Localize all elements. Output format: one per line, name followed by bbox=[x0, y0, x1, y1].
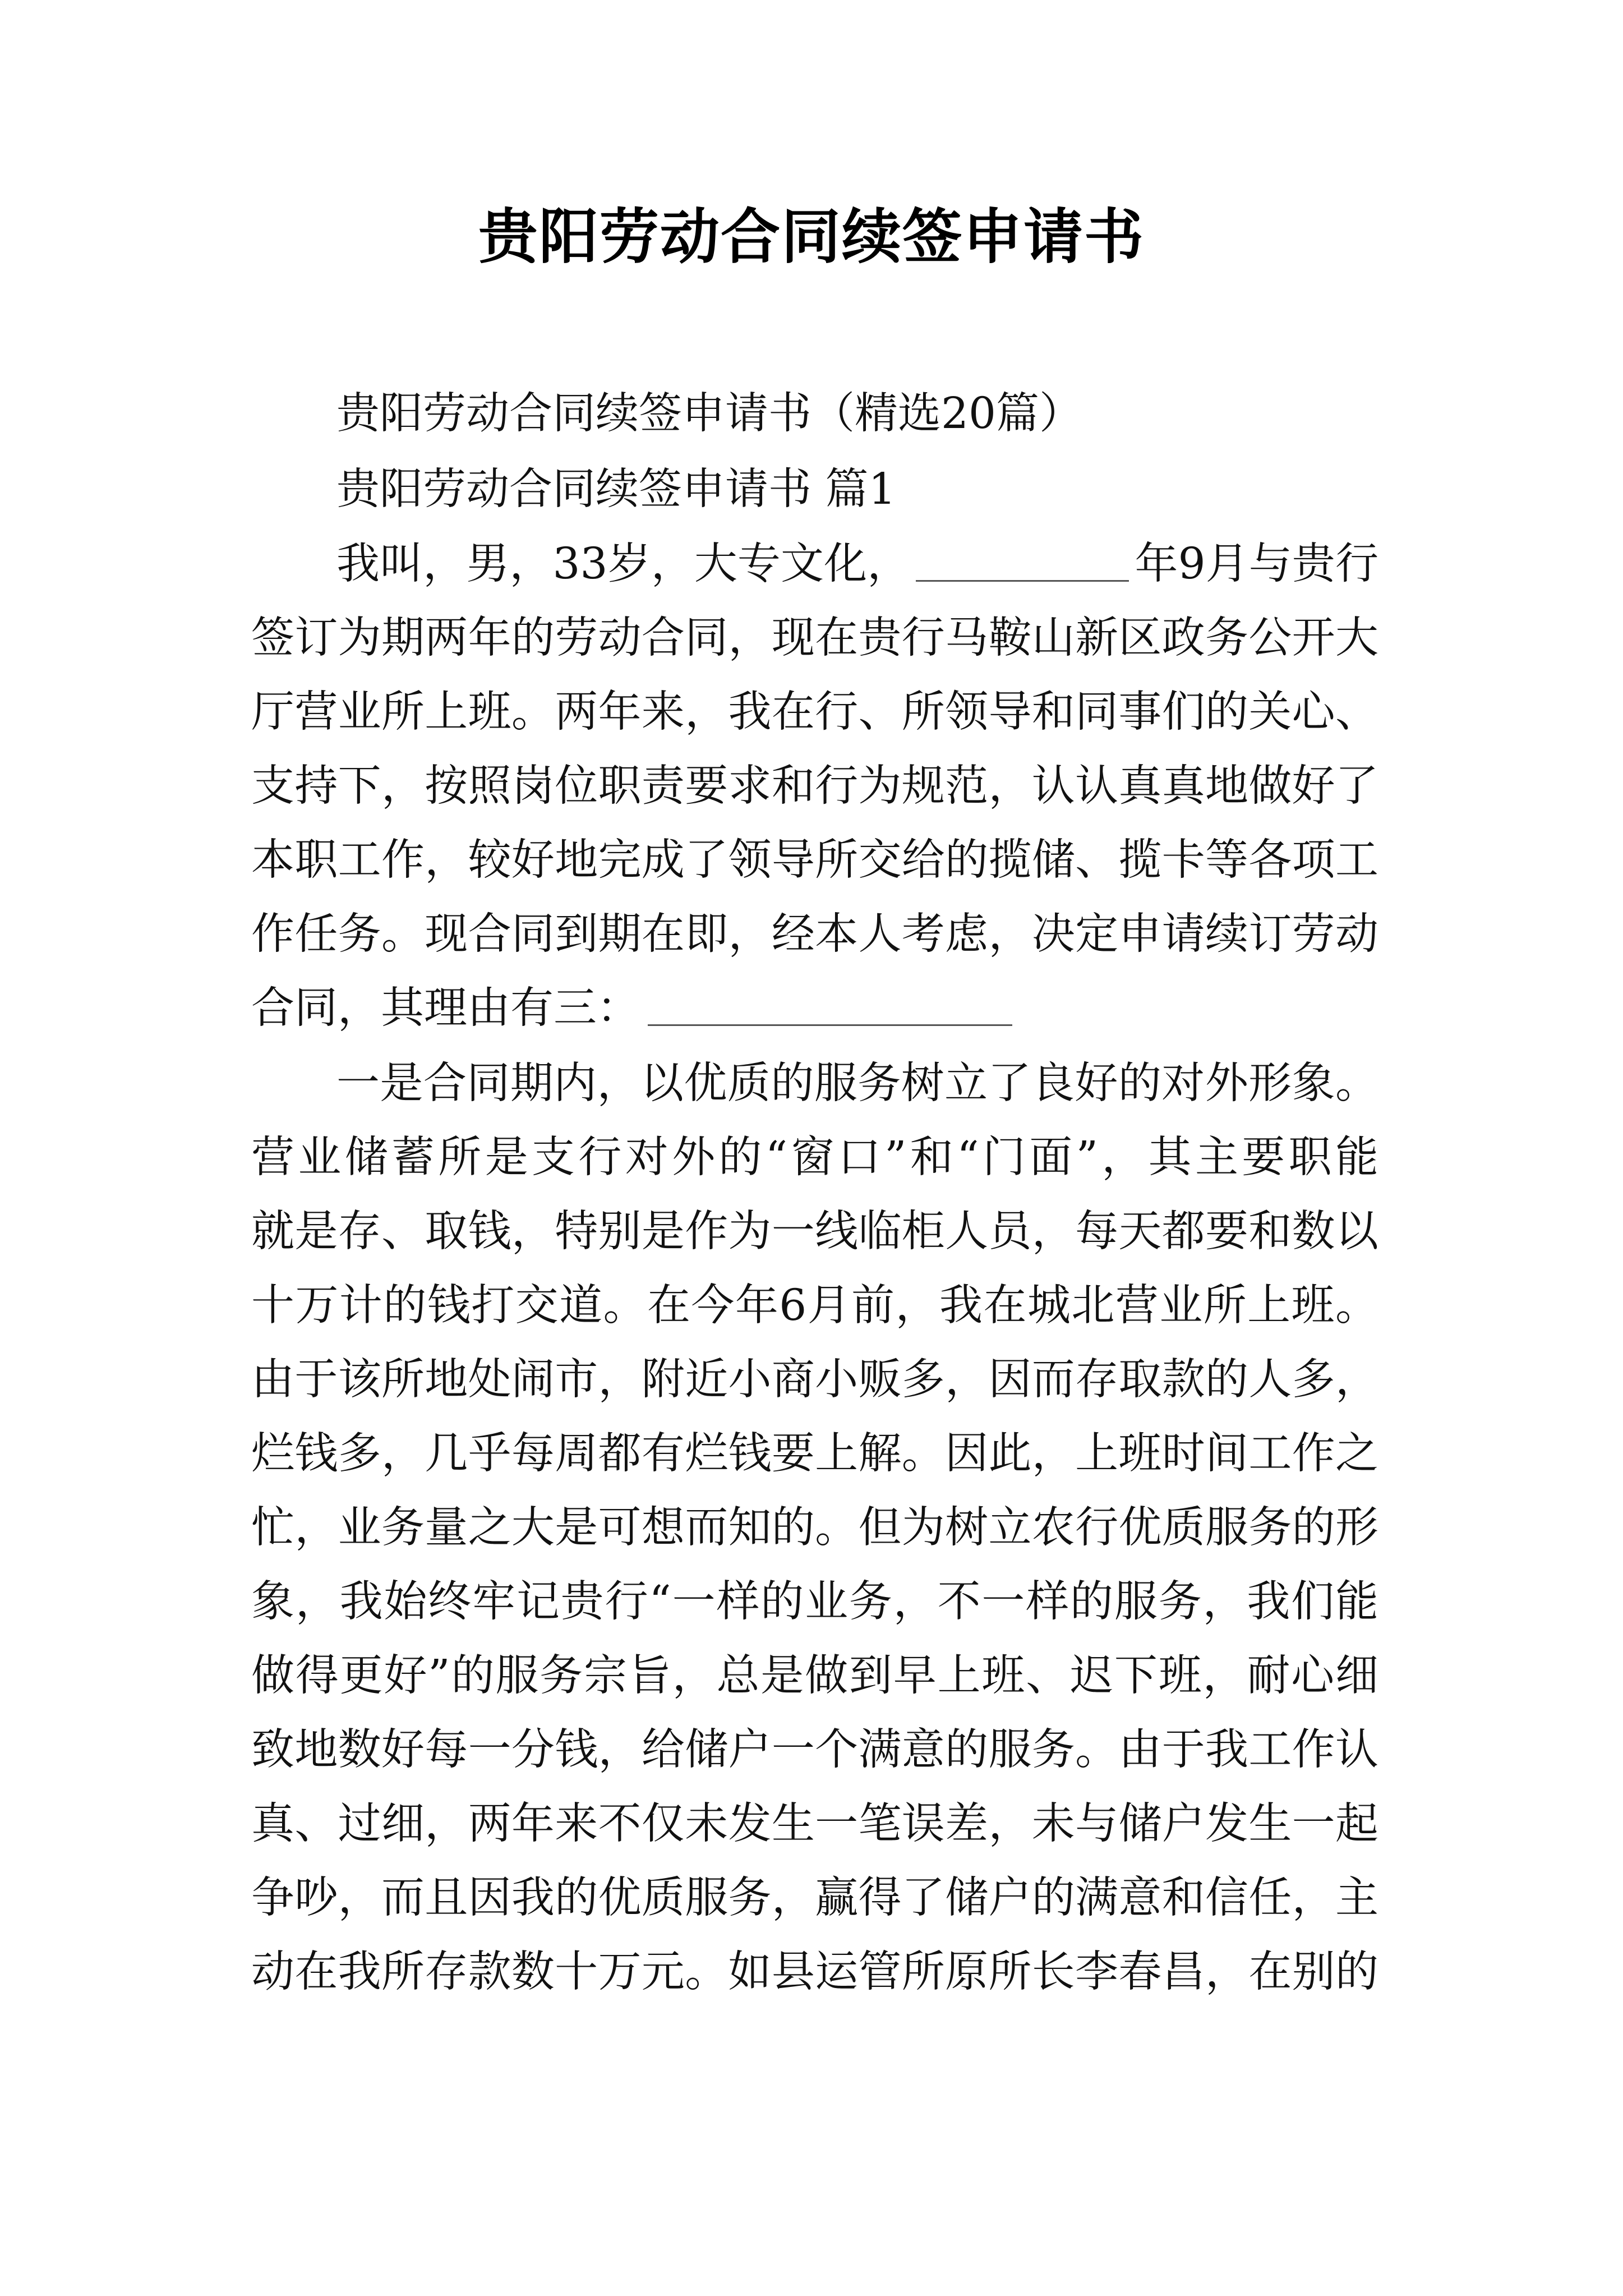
paragraph-line: 象，我始终牢记贵行“一样的业务，不一样的服务，我们能 bbox=[251, 1577, 1378, 1627]
document-title: 贵阳劳动合同续签申请书 bbox=[478, 201, 1145, 272]
paragraph-line bbox=[251, 977, 1012, 1040]
paragraph-line: 一是合同期内，以优质的服务树立了良好的对外形象。 bbox=[336, 1059, 1378, 1108]
paragraph-line: 做得更好”的服务宗旨，总是做到早上班、迟下班，耐心细 bbox=[251, 1651, 1378, 1701]
paragraph-line: 烂钱多，几乎每周都有烂钱要上解。因此，上班时间工作之 bbox=[251, 1429, 1378, 1479]
line-text: 我叫，男，33岁，大专文化， bbox=[336, 539, 911, 589]
paragraph-line bbox=[336, 533, 1378, 596]
line-text: 合同，其理由有三： bbox=[251, 983, 640, 1033]
paragraph-line: 致地数好每一分钱，给储户一个满意的服务。由于我工作认 bbox=[251, 1725, 1378, 1775]
paragraph-line: 厅营业所上班。两年来，我在行、所领导和同事们的关心、 bbox=[251, 687, 1378, 737]
paragraph-line: 营业储蓄所是支行对外的“窗口”和“门面”，其主要职能 bbox=[251, 1133, 1378, 1182]
section-heading: 贵阳劳动合同续签申请书 篇1 bbox=[336, 464, 896, 514]
paragraph-line: 真、过细，两年来不仅未发生一笔误差，未与储户发生一起 bbox=[251, 1799, 1378, 1849]
paragraph-line: 动在我所存款数十万元。如县运管所原所长李春昌，在别的 bbox=[251, 1947, 1378, 1997]
paragraph-line: 争吵，而且因我的优质服务，赢得了储户的满意和信任，主 bbox=[251, 1873, 1378, 1923]
paragraph-line: 十万计的钱打交道。在今年6月前，我在城北营业所上班。 bbox=[251, 1281, 1378, 1331]
paragraph-line: 由于该所地处闹市，附近小商小贩多，因而存取款的人多， bbox=[251, 1355, 1378, 1405]
paragraph-line: 支持下，按照岗位职责要求和行为规范，认认真真地做好了 bbox=[251, 761, 1378, 811]
fill-in-blank bbox=[916, 541, 1129, 582]
paragraph-line: 忙，业务量之大是可想而知的。但为树立农行优质服务的形 bbox=[251, 1503, 1378, 1553]
fill-in-blank bbox=[648, 985, 1012, 1026]
paragraph-line: 签订为期两年的劳动合同，现在贵行马鞍山新区政务公开大 bbox=[251, 613, 1378, 663]
paragraph-line: 本职工作，较好地完成了领导所交给的揽储、揽卡等各项工 bbox=[251, 835, 1378, 885]
paragraph-line: 作任务。现合同到期在即，经本人考虑，决定申请续订劳动 bbox=[251, 909, 1378, 959]
document-subtitle: 贵阳劳动合同续签申请书（精选20篇） bbox=[336, 389, 1082, 439]
paragraph-line: 就是存、取钱，特别是作为一线临柜人员，每天都要和数以 bbox=[251, 1207, 1378, 1257]
line-text: 年9月与贵行 bbox=[1135, 539, 1378, 589]
